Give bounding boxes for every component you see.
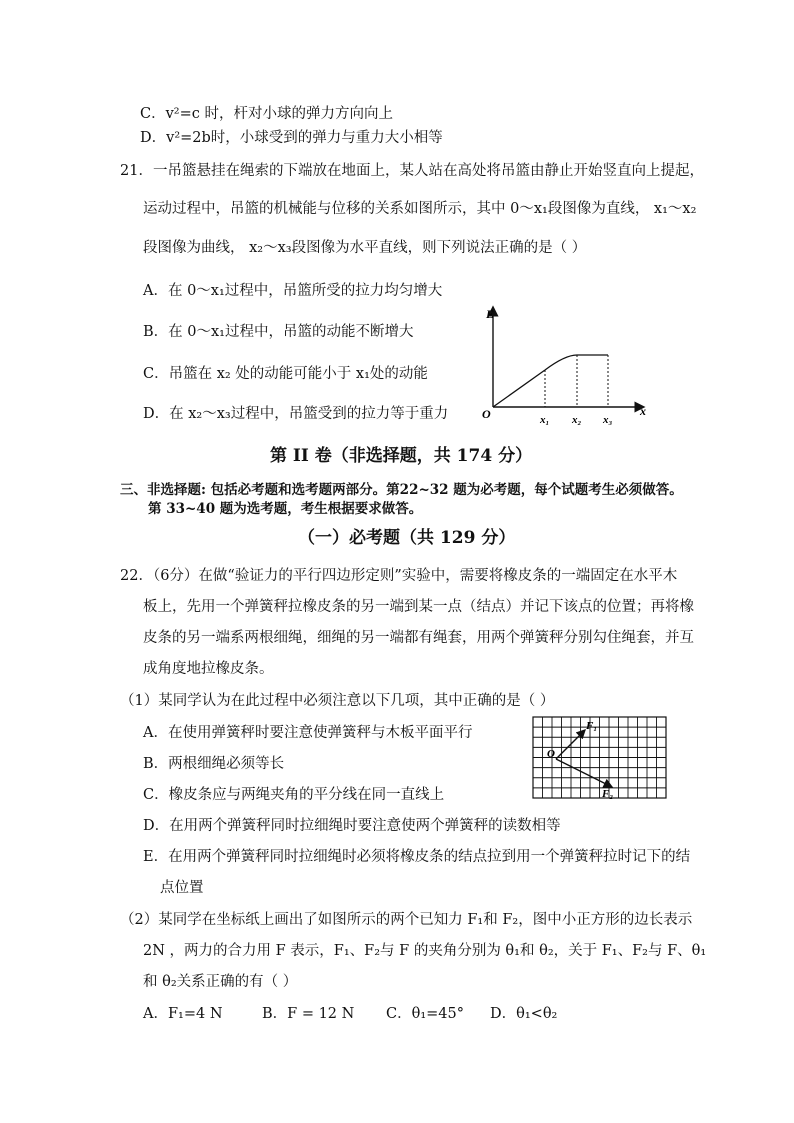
y-axis-label: E	[486, 307, 495, 321]
q22-sub1-option-e-line2: 点位置	[160, 880, 204, 896]
q22-stem-line3: 皮条的另一端系两根细绳，细绳的另一端都有绳套，用两个弹簧秤分别勾住绳套，并互	[143, 630, 694, 646]
section-title: （一）必考题（共 129 分）	[298, 528, 516, 548]
q22-stem-line4: 成角度地拉橡皮条。	[143, 661, 274, 677]
q21-option-d: D．在 x₂～x₃过程中，吊篮受到的拉力等于重力	[143, 406, 449, 422]
q22-sub1-option-c: C．橡皮条应与两绳夹角的平分线在同一直线上	[143, 787, 445, 803]
linear-segment	[493, 370, 545, 407]
q21-option-c: C．吊篮在 x₂ 处的动能可能小于 x₁处的动能	[143, 366, 428, 382]
tick-x2: x₂	[572, 414, 582, 426]
q22-sub1-option-a: A．在使用弹簧秤时要注意使弹簧秤与木板平面平行	[143, 725, 473, 741]
q22-sub2-line3: 和 θ₂关系正确的有（ ）	[143, 974, 298, 990]
force-f2-arrow	[556, 759, 612, 787]
curved-segment	[545, 355, 577, 370]
q22-sub1-option-e-line1: E．在用两个弹簧秤同时拉细绳时必须将橡皮条的结点拉到用一个弹簧秤拉时记下的结	[143, 849, 691, 865]
f2-label: F₂	[602, 788, 614, 800]
force-grid-figure	[532, 715, 672, 803]
q22-sub1-option-b: B．两根细绳必须等长	[143, 756, 285, 772]
part2-instruction-line2: 第 33~40 题为选考题，考生根据要求做答。	[148, 501, 423, 517]
q22-sub2-option-d: D．θ₁<θ₂	[490, 1006, 558, 1022]
q21-stem-line3: 段图像为曲线， x₂～x₃段图像为水平直线，则下列说法正确的是（ ）	[143, 240, 587, 256]
grid-origin-label: O	[547, 748, 555, 760]
q21-stem-line2: 运动过程中，吊篮的机械能与位移的关系如图所示，其中 0～x₁段图像为直线， x₁～x₂	[143, 201, 697, 217]
q21-option-b: B．在 0～x₁过程中，吊篮的动能不断增大	[143, 324, 414, 340]
q22-stem-line2: 板上，先用一个弹簧秤拉橡皮条的另一端到某一点（结点）并记下该点的位置；再将橡	[143, 599, 694, 615]
q22-sub2-line2: 2N ，两力的合力用 F 表示，F₁、F₂与 F 的夹角分别为 θ₁和 θ₂，关于 F₁、F₂与 F、θ₁	[143, 943, 707, 959]
q22-sub2-line1: （2）某同学在坐标纸上画出了如图所示的两个已知力 F₁和 F₂，图中小正方形的边长表示	[120, 912, 693, 928]
q22-sub2-option-c: C．θ₁=45°	[386, 1006, 464, 1022]
prev-option-d: D．v²=2b时，小球受到的弹力与重力大小相等	[140, 130, 443, 146]
prev-option-c: C．v²=c 时，杆对小球的弹力方向向上	[140, 106, 393, 122]
x-axis-label: x	[640, 404, 646, 418]
tick-x3: x₃	[603, 414, 613, 426]
q22-sub2-option-a: A．F₁=4 N	[143, 1006, 223, 1022]
origin-label: O	[482, 407, 491, 421]
part2-instruction-line1: 三、非选择题: 包括必考题和选考题两部分。第22~32 题为必考题，每个试题考生必须做答。	[120, 482, 683, 498]
q21-stem-line1: 21．一吊篮悬挂在绳索的下端放在地面上，某人站在高处将吊篮由静止开始竖直向上提起，	[120, 163, 704, 179]
q22-sub1-question: （1）某同学认为在此过程中必须注意以下几项，其中正确的是（ ）	[120, 693, 555, 709]
q22-stem-line1: 22．（6分）在做“验证力的平行四边形定则”实验中，需要将橡皮条的一端固定在水平木	[120, 568, 678, 584]
energy-displacement-graph	[480, 303, 650, 431]
q22-sub1-option-d: D．在用两个弹簧秤同时拉细绳时要注意使两个弹簧秤的读数相等	[143, 818, 561, 834]
q21-option-a: A．在 0～x₁过程中，吊篮所受的拉力均匀增大	[143, 283, 443, 299]
f1-label: F₁	[586, 720, 598, 732]
part2-title: 第 II 卷（非选择题，共 174 分）	[270, 446, 533, 466]
tick-x1: x₁	[540, 414, 550, 426]
q22-sub2-option-b: B．F = 12 N	[262, 1006, 355, 1022]
